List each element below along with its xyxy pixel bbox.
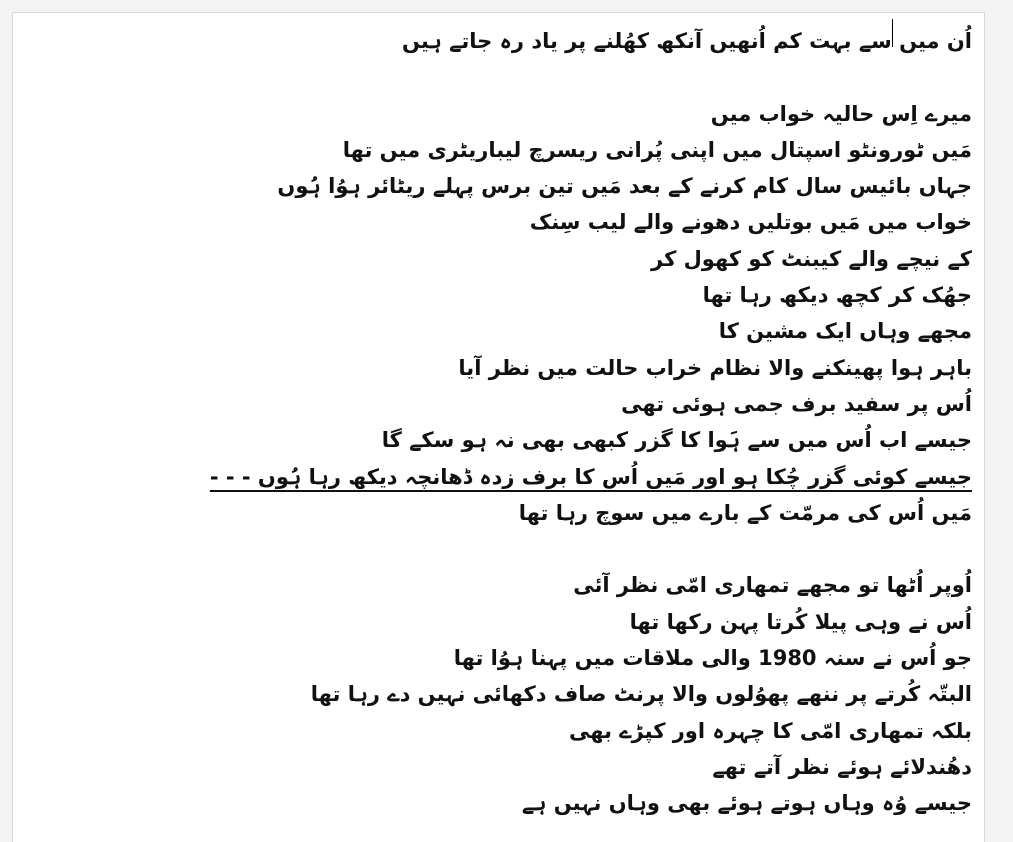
text-line-14: مَیں اُس کی مرمّت کے بارے میں سوچ رہا تھا [518,500,972,525]
text-line-3: میرے اِس حالیہ خواب میں [710,101,972,126]
text-line-6: خواب میں مَیں بوتلیں دھونے والے لیب سِنک [529,210,972,235]
text-line-7: کے نیچے والے کیبنٹ کو کھول کر [651,246,972,271]
text-line-9: مجھے وہاں ایک مشین کا [718,319,972,344]
text-line-5: جہاں بائیس سال کام کرنے کے بعد مَیں تین برس پہلے ریٹائر ہوُا ہُوں [277,174,972,199]
text-line-21: دھُندلائے ہوئے نظر آتے تھے [712,754,972,779]
text-line-20: بلکہ تمھاری امّی کا چہرہ اور کپڑے بھی [568,718,972,743]
text-line-8: جھُک کر کچھ دیکھ رہا تھا [702,283,972,308]
text-line-18: جو اُس نے سنہ 1980 والی ملاقات میں پہنا ہوُا تھا [453,646,972,671]
document-body[interactable] [209,23,972,822]
text-line-11: اُس پر سفید برف جمی ہوئی تھی [621,391,972,416]
text-line-1: اُن میں سے بہت کم اُنھیں آنکھ کھُلنے پر یاد رہ جاتے ہیں [402,29,972,53]
blank-line [332,531,972,567]
text-line-22: جیسے وُہ وہاں ہوتے ہوئے بھی وہاں نہیں ہے [521,791,972,816]
blank-line [332,59,972,95]
document-page[interactable] [12,12,985,842]
text-line-12: جیسے اب اُس میں سے ہَوا کا گزر کبھی بھی نہ ہو سکے گا [381,428,972,453]
text-line-17: اُس نے وہی پیلا کُرتا پہن رکھا تھا [629,609,972,634]
text-line-10: باہر ہوا پھینکنے والا نظام خراب حالت میں نظر آیا [458,355,972,380]
text-line-4: مَیں ٹورونٹو اسپتال میں اپنی پُرانی ریسرچ لیباریٹری میں تھا [342,137,972,162]
text-line-13-underlined: جیسے کوئی گزر چُکا ہو اور مَیں اُس کا برف زدہ ڈھانچہ دیکھ رہا ہُوں - - - [209,464,972,489]
text-line-19: البتّہ کُرتے پر ننھے پھوُلوں والا پرنٹ صاف دکھائی نہیں دے رہا تھا [310,682,972,707]
text-line-16: اُوپر اُٹھا تو مجھے تمھاری امّی نظر آئی [573,573,972,598]
